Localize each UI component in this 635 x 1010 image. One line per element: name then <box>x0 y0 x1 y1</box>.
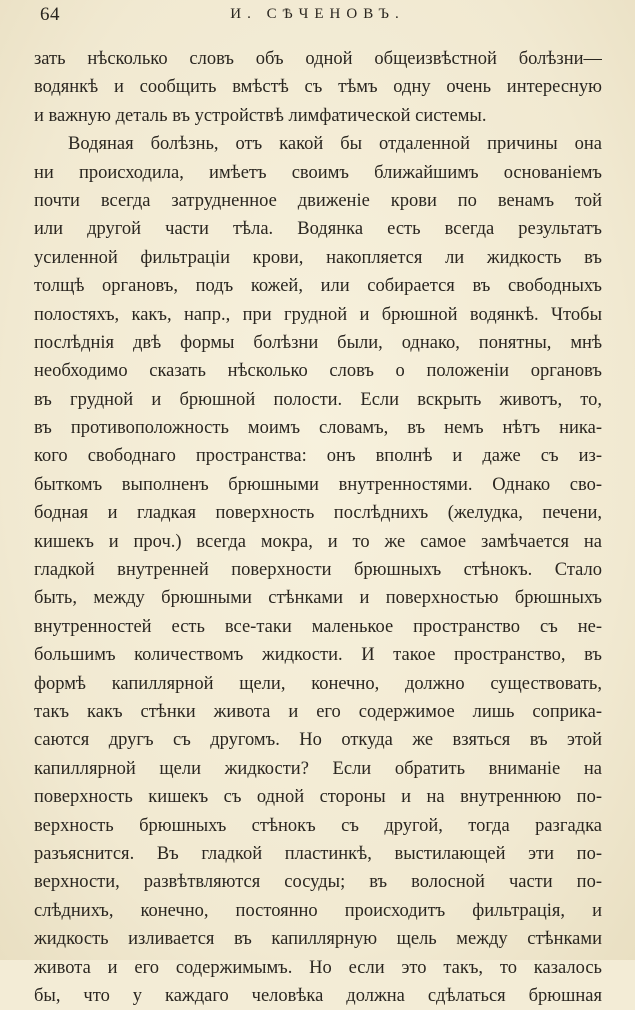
text-line: бы, что у каждаго человѣка должна сдѣлаться брюшная <box>34 985 602 1006</box>
text-line: слѣднихъ, конечно, постоянно происходитъ фильтрація, и <box>34 900 602 921</box>
text-line: саются другъ съ другомъ. Но откуда же взяться въ этой <box>34 730 602 751</box>
text-line: или другой части тѣла. Водянка есть всегда результатъ <box>34 219 602 240</box>
text-line: необходимо сказать нѣсколько словъ о положеніи органовъ <box>34 361 602 382</box>
text-line: въ противоположность моимъ словамъ, въ немъ нѣтъ ника- <box>34 418 602 439</box>
text-line: почти всегда затрудненное движеніе крови по венамъ той <box>34 190 602 211</box>
text-line: разъяснится. Въ гладкой пластинкѣ, выстилающей эти по- <box>34 843 602 864</box>
text-line: большимъ количествомъ жидкости. И такое пространство, въ <box>34 645 602 666</box>
text-line: внутренностей есть все-таки маленькое пространство съ не- <box>34 616 602 637</box>
text-line: зать нѣсколько словъ объ одной общеизвѣстной болѣзни— <box>34 49 602 69</box>
text-line: верхности, развѣтвляются сосуды; въ волосной части по- <box>34 872 602 893</box>
text-line: капиллярной щели жидкости? Если обратить вниманіе на <box>34 758 602 779</box>
text-line: Водяная болѣзнь, отъ какой бы отдаленной причины она <box>68 134 602 155</box>
text-line: въ грудной и брюшной полости. Если вскрыть животъ, то, <box>34 389 602 410</box>
text-line: бодная и гладкая поверхность послѣднихъ (желудка, печени, <box>34 503 602 524</box>
text-line: формѣ капиллярной щели, конечно, должно существовать, <box>34 673 602 694</box>
text-line: поверхность кишекъ съ одной стороны и на внутреннюю по- <box>34 787 602 808</box>
text-line: жидкость изливается въ капиллярную щель между стѣнками <box>34 929 602 950</box>
text-line: гладкой внутренней поверхности брюшныхъ стѣнокъ. Стало <box>34 560 602 581</box>
text-line: послѣднія двѣ формы болѣзни были, однако, понятны, мнѣ <box>34 332 602 353</box>
text-line: усиленной фильтраціи крови, накопляется ли жидкость въ <box>34 247 602 268</box>
text-line: быть, между брюшными стѣнками и поверхностью брюшныхъ <box>34 588 602 609</box>
text-line: и важную деталь въ устройствѣ лимфатической системы. <box>34 105 487 126</box>
text-line: ни происходила, имѣетъ своимъ ближайшимъ основаніемъ <box>34 162 602 183</box>
text-line: верхность брюшныхъ стѣнокъ съ другой, тогда разгадка <box>34 815 602 836</box>
text-line: кишекъ и проч.) всегда мокра, и то же самое замѣчается на <box>34 531 602 552</box>
text-line: быткомъ выполненъ брюшными внутренностями. Однако сво- <box>34 474 602 495</box>
page-number: 64 <box>40 4 60 25</box>
text-line: толщѣ органовъ, подъ кожей, или собирается въ свободныхъ <box>34 276 602 297</box>
body-text <box>34 45 602 1010</box>
text-line: кого свободнаго пространства: онъ вполнѣ и даже съ из- <box>34 446 602 467</box>
page-header <box>40 4 595 30</box>
text-line: водянкѣ и сообщить вмѣстѣ съ тѣмъ одну очень интересную <box>34 77 602 98</box>
running-head: И. СѢЧЕНОВЪ. <box>230 6 405 22</box>
text-line: полостяхъ, какъ, напр., при грудной и брюшной водянкѣ. Чтобы <box>34 304 602 325</box>
text-line: такъ какъ стѣнки живота и его содержимое лишь соприка- <box>34 701 602 722</box>
text-line: живота и его содержимымъ. Но если это такъ, то казалось <box>34 957 602 978</box>
